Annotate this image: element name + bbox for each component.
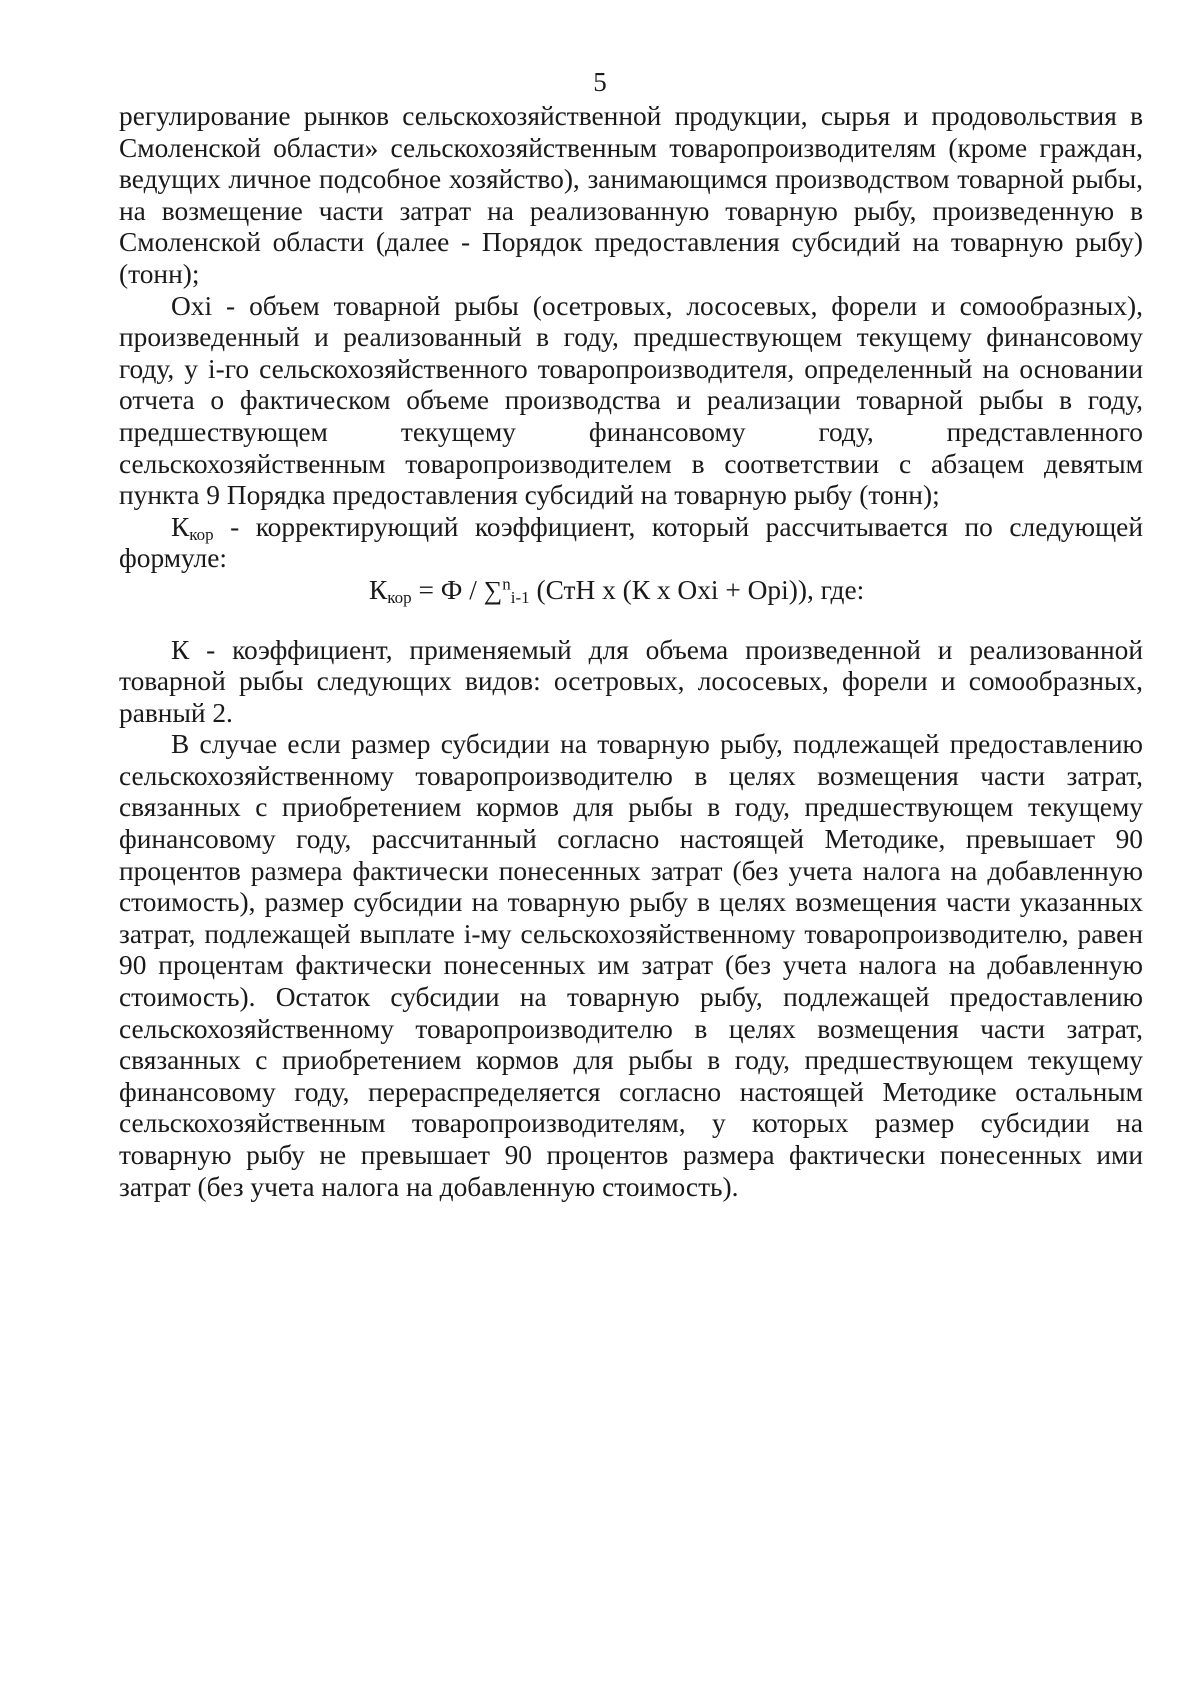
- formula-spacer: [119, 607, 1143, 635]
- paragraph-k-coefficient: К - коэффициент, применяемый для объема произведенной и реализованной товарной рыбы следующих видов: осетровых, лососевых, форели и сомообразных, равный 2.: [119, 634, 1143, 728]
- sum-lower-limit: i-1: [510, 588, 530, 608]
- paragraph-order-reference: регулирование рынков сельскохозяйственной продукции, сырья и продовольствия в Смоленской области» сельскохозяйственным товаропроизводителям (кроме граждан, ведущих личное подсобное хозяйство), занимающимся производством товарной рыбы, на возмещение части затрат на реализованную товарную рыбу, произведенную в Смоленской области (далее - Порядок предоставления субсидий на товарную рыбу) (тонн);: [119, 101, 1143, 289]
- formula-lhs-subscript: кор: [387, 588, 412, 608]
- kkor-symbol: К: [171, 511, 190, 542]
- sum-upper-limit: n: [502, 574, 511, 594]
- kkor-description: - корректирующий коэффициент, который рассчитывается по следующей формуле:: [119, 511, 1143, 574]
- kkor-subscript: кор: [189, 524, 214, 544]
- kkor-formula: [119, 575, 1143, 607]
- document-body: [119, 101, 1143, 1203]
- sum-symbol: ∑: [483, 575, 503, 605]
- formula-equals: = Ф /: [411, 574, 484, 605]
- paragraph-kkor-definition: [119, 512, 1143, 575]
- page-number: 5: [593, 67, 607, 97]
- paragraph-oxi-definition: Охi - объем товарной рыбы (осетровых, лососевых, форели и сомообразных), произведенный и реализованный в году, предшествующем текущему финансовому году, у i-го сельскохозяйственного товаропроизводителя, определенный на основании отчета о фактическом объеме производства и реализации товарной рыбы в году, предшествующем текущему финансовому году, представленного сельскохозяйственным товаропроизводителем в соответствии с абзацем девятым пункта 9 Порядка предоставления субсидий на товарную рыбу (тонн);: [119, 290, 1143, 511]
- paragraph-subsidy-cap: В случае если размер субсидии на товарную рыбу, подлежащей предоставлению сельскохозяйственному товаропроизводителю в целях возмещения части затрат, связанных с приобретением кормов для рыбы в году, предшествующем текущему финансовому году, рассчитанный согласно настоящей Методике, превышает 90 процентов размера фактически понесенных затрат (без учета налога на добавленную стоимость), размер субсидии на товарную рыбу в целях возмещения части указанных затрат, подлежащей выплате i-му сельскохозяйственному товаропроизводителю, равен 90 процентам фактически понесенных им затрат (без учета налога на добавленную стоимость). Остаток субсидии на товарную рыбу, подлежащей предоставлению сельскохозяйственному товаропроизводителю в целях возмещения части затрат, связанных с приобретением кормов для рыбы в году, предшествующем текущему финансовому году, перераспределяется согласно настоящей Методике остальным сельскохозяйственным товаропроизводителям, у которых размер субсидии на товарную рыбу не превышает 90 процентов размера фактически понесенных ими затрат (без учета налога на добавленную стоимость).: [119, 729, 1143, 1202]
- formula-lhs: К: [369, 574, 388, 605]
- formula-rhs: (СтН х (К х Охi + Орi)), где:: [529, 574, 865, 605]
